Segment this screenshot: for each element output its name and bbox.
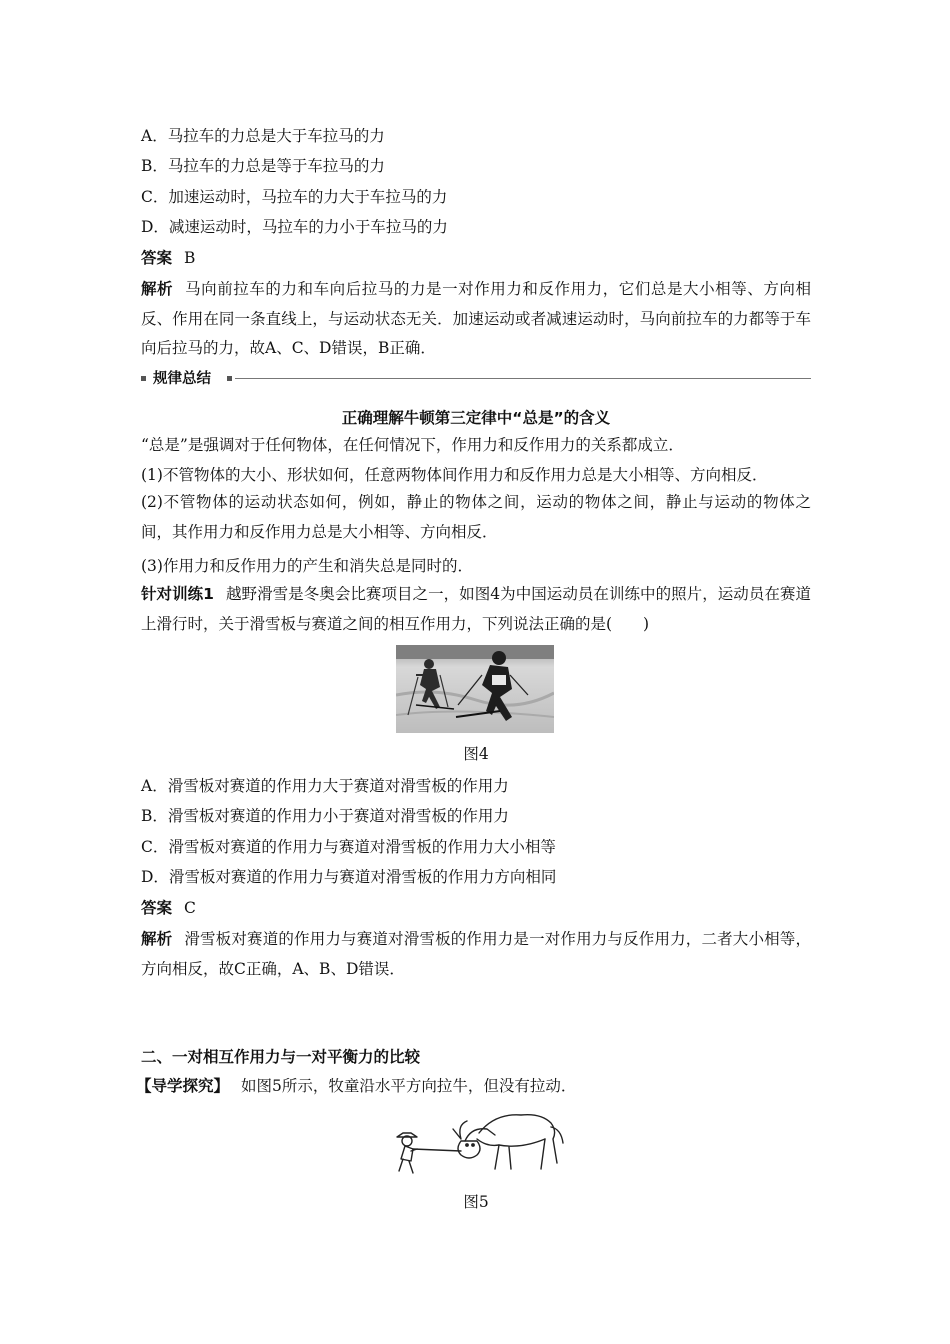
answer-label: 答案 (141, 249, 173, 267)
square-bullet-icon (227, 376, 232, 381)
rule-title: 正确理解牛顿第三定律中“总是”的含义 (341, 409, 611, 427)
rule-point-2: (2)不管物体的运动状态如何，例如，静止的物体之间，运动的物体之间，静止与运动的物体之间，其作用力和反作用力总是大小相等、方向相反． (141, 493, 811, 541)
exercise-1-analysis (141, 925, 811, 984)
figure-5-caption: 图5 (463, 1193, 489, 1211)
analysis-label: 解析 (141, 930, 173, 948)
exercise-1-option-b: B．滑雪板对赛道的作用力小于赛道对滑雪板的作用力 (141, 807, 509, 825)
rule-summary-header (141, 370, 811, 388)
rule-point-1: (1)不管物体的大小、形状如何，任意两物体间作用力和反作用力总是大小相等、方向相反． (141, 466, 768, 484)
boy-ox-drawing (391, 1103, 565, 1179)
q1-answer (141, 248, 195, 268)
rule-point-3: (3)作用力和反作用力的产生和消失总是同时的． (141, 557, 473, 575)
analysis-text: 滑雪板对赛道的作用力与赛道对滑雪板的作用力是一对作用力与反作用力，二者大小相等，方向相反，故C正确，A、B、D错误． (141, 930, 811, 978)
q1-analysis (141, 275, 811, 364)
figure-5-boy-pulling-ox (391, 1103, 565, 1179)
guided-inquiry-label: 【导学探究】 (136, 1077, 230, 1095)
answer-value: C (184, 899, 196, 917)
exercise-1-question (141, 580, 811, 639)
exercise-1-label: 针对训练1 (141, 585, 214, 603)
guided-inquiry-text: 如图5所示，牧童沿水平方向拉牛，但没有拉动． (241, 1077, 577, 1095)
q1-option-b: B．马拉车的力总是等于车拉马的力 (141, 157, 385, 175)
divider (235, 378, 811, 379)
skiers-image (396, 645, 554, 733)
square-bullet-icon (141, 376, 146, 381)
rule-summary-heading: 规律总结 (153, 371, 211, 387)
answer-label: 答案 (141, 899, 173, 917)
answer-value: B (184, 249, 196, 267)
q1-option-a: A．马拉车的力总是大于车拉马的力 (141, 127, 385, 145)
q1-option-c: C．加速运动时，马拉车的力大于车拉马的力 (141, 188, 448, 206)
analysis-text: 马向前拉车的力和车向后拉马的力是一对作用力和反作用力，它们总是大小相等、方向相反、作用在同一条直线上，与运动状态无关．加速运动或者减速运动时，马向前拉车的力都等于车向后拉马的力，故A、C、D错误，B正确． (141, 280, 811, 357)
exercise-1-option-d: D．滑雪板对赛道的作用力与赛道对滑雪板的作用力方向相同 (141, 868, 557, 886)
analysis-label: 解析 (141, 280, 174, 298)
guided-inquiry (136, 1076, 576, 1096)
exercise-1-option-a: A．滑雪板对赛道的作用力大于赛道对滑雪板的作用力 (141, 777, 509, 795)
rule-intro: “总是”是强调对于任何物体，在任何情况下，作用力和反作用力的关系都成立． (141, 436, 684, 454)
q1-option-d: D．减速运动时，马拉车的力小于车拉马的力 (141, 218, 448, 236)
exercise-1-answer (141, 898, 196, 918)
exercise-1-option-c: C．滑雪板对赛道的作用力与赛道对滑雪板的作用力大小相等 (141, 838, 556, 856)
exercise-1-text: 越野滑雪是冬奥会比赛项目之一，如图4为中国运动员在训练中的照片，运动员在赛道上滑行时，关于滑雪板与赛道之间的相互作用力，下列说法正确的是( ) (141, 585, 811, 633)
figure-4-skiing-photo (396, 645, 554, 733)
section-2-heading: 二、一对相互作用力与一对平衡力的比较 (141, 1048, 421, 1066)
figure-4-caption: 图4 (463, 745, 489, 763)
